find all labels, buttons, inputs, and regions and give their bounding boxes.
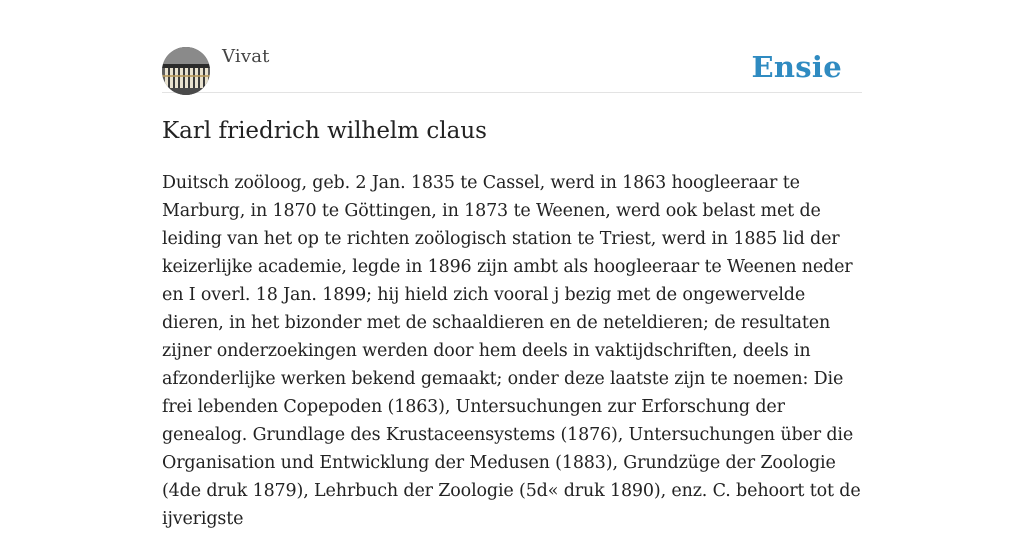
source-name[interactable]: Vivat: [222, 46, 270, 67]
book-spines-icon: [162, 47, 210, 95]
article-title: Karl friedrich wilhelm claus: [162, 118, 487, 144]
site-header: [162, 0, 862, 93]
avatar[interactable]: [162, 47, 210, 95]
page: [162, 0, 862, 529]
article-body: Duitsch zoöloog, geb. 2 Jan. 1835 te Cassel, werd in 1863 hoogleeraar te Marburg, in 1870 te Göttingen, in 1873 te Weenen, werd ook belast met de leiding van het op te richten zoölogisch station te Triest, werd in 1885 lid der keizerlijke academie, legde in 1896 zijn ambt als hoogleeraar te Weenen neder en I overl. 18 Jan. 1899; hij hield zich vooral j bezig met de ongewervelde dieren, in het bizonder met de schaaldieren en de neteldieren; de resultaten zijner onderzoekingen werden door hem deels in vaktijdschriften, deels in afzonderlijke werken bekend gemaakt; onder deze laatste zijn te noemen: Die frei lebenden Copepoden (1863), Untersuchungen zur Erforschung der genealog. Grundlage des Krustaceensystems (1876), Untersuchungen über die Organisation und Entwicklung der Medusen (1883), Grundzüge der Zoologie (4de druk 1879), Lehrbuch der Zoologie (5d« druk 1890), enz. C. behoort tot de ijverigste: [162, 173, 861, 529]
brand-logo[interactable]: Ensie: [751, 50, 842, 84]
